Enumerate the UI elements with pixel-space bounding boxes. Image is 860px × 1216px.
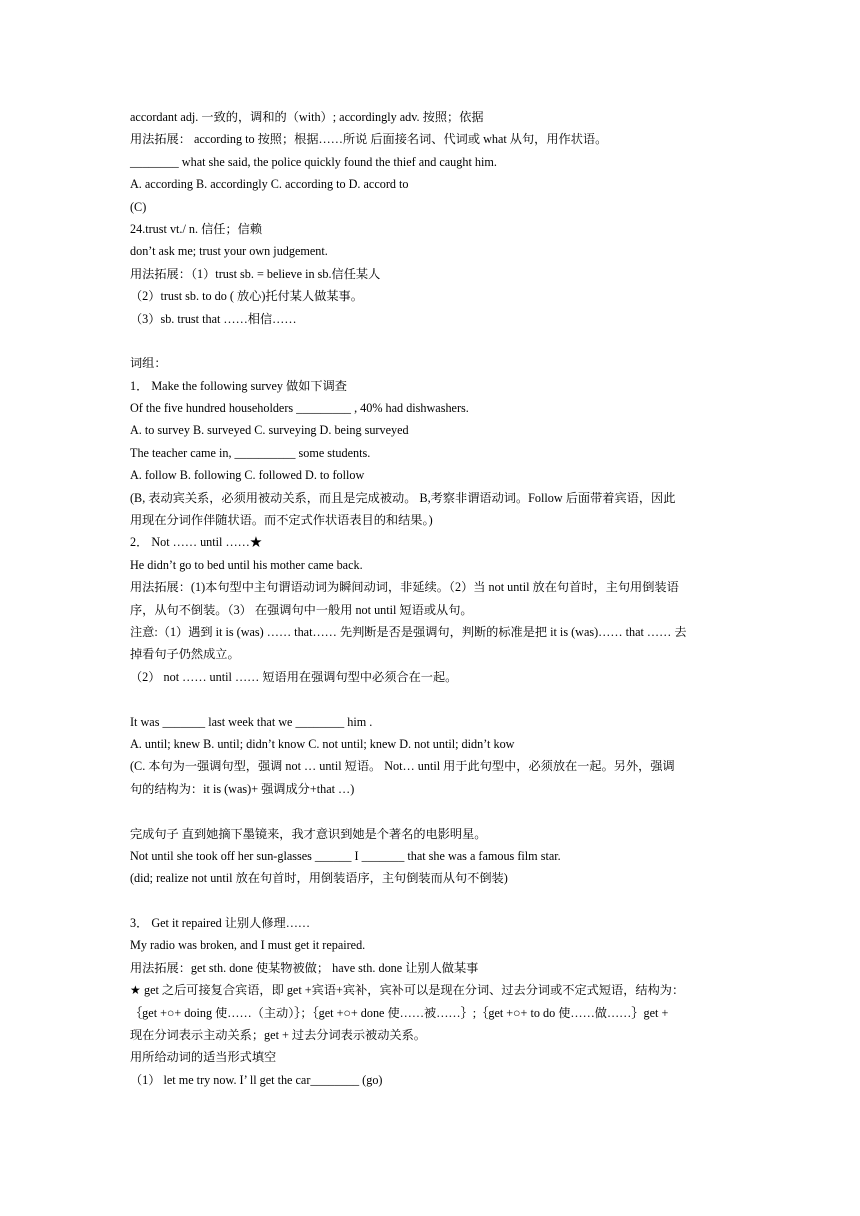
text-line: （2） not …… until …… 短语用在强调句型中必须合在一起。 [130,669,458,684]
document-page [130,106,734,1091]
text-line: It was _______ last week that we ________ him . [130,714,373,729]
text-line: 句的结构为：it is (was)+ 强调成分+that …) [130,781,355,796]
text-line: （3）sb. trust that ……相信…… [130,311,297,326]
text-line: A. until; knew B. until; didn’t know C. not until; knew D. not until; didn’t kow [130,736,515,751]
text-line: 完成句子 直到她摘下墨镜来，我才意识到她是个著名的电影明星。 [130,826,487,841]
text-line: (C. 本句为一强调句型，强调 not … until 短语。 Not… until 用于此句型中，必须放在一起。另外，强调 [130,759,675,774]
text-line: 用法拓展：（1）trust sb. = believe in sb.信任某人 [130,266,381,281]
text-line: 2． Not …… until ……★ [130,535,263,550]
blank-line [130,330,734,352]
text-line: （2）trust sb. to do ( 放心)托付某人做某事。 [130,289,363,304]
text-line: A. according B. accordingly C. according to D. accord to [130,177,409,192]
text-line: 词组： [130,356,167,371]
text-line: (did; realize not until 放在句首时，用倒装语序，主句倒装而从句不倒装) [130,871,508,886]
text-line: 用法拓展： according to 按照；根据……所说 后面接名词、代词或 what 从句，用作状语。 [130,132,608,147]
text-line: Not until she took off her sun-glasses ______ I _______ that she was a famous film star. [130,848,561,863]
text-line: ★ get 之后可接复合宾语，即 get +宾语+宾补，宾补可以是现在分词、过去分词或不定式短语，结构为： [130,983,685,998]
text-line: 用所给动词的适当形式填空 [130,1050,277,1065]
text-line: 现在分词表示主动关系；get + 过去分词表示被动关系。 [130,1028,426,1043]
text-line: don’t ask me; trust your own judgement. [130,244,328,259]
text-line: A. to survey B. surveyed C. surveying D. being surveyed [130,423,409,438]
text-line: 用法拓展：get sth. done 使某物被做； have sth. done 让别人做某事 [130,960,479,975]
text-line: 掉看句子仍然成立。 [130,647,240,662]
text-line: 24.trust vt./ n. 信任；信赖 [130,221,263,236]
text-line: (B, 表动宾关系，必须用被动关系，而且是完成被动。 B,考察非谓语动词。Follow 后面带着宾语，因此 [130,490,676,505]
text-line: He didn’t go to bed until his mother came back. [130,557,363,572]
blank-line [130,688,734,710]
text-line: My radio was broken, and I must get it repaired. [130,938,366,953]
text-line: （1） let me try now. I’ ll get the car________ (go) [130,1072,383,1087]
blank-line [130,890,734,912]
text-line: 1． Make the following survey 做如下调查 [130,378,347,393]
text-line: 序，从句不倒装。（3） 在强调句中一般用 not until 短语或从句。 [130,602,473,617]
text-line: The teacher came in, __________ some students. [130,445,371,460]
text-line: 注意:（1）遇到 it is (was) …… that…… 先判断是否是强调句，判断的标准是把 it is (was)…… that …… 去 [130,624,687,639]
text-line: (C) [130,199,147,214]
text-line: ｛get +○+ doing 使……（主动）｝；｛get +○+ done 使……被……｝;｛get +○+ to do 使……做……｝get + [130,1005,669,1020]
text-line: 用现在分词作伴随状语。而不定式作状语表目的和结果。) [130,513,433,528]
text-line: accordant adj. 一致的，调和的（with）; accordingly adv. 按照；依据 [130,110,484,124]
text-line: 用法拓展：(1)本句型中主句谓语动词为瞬间动词，非延续。（2）当 not until 放在句首时，主句用倒装语 [130,580,679,595]
text-line: 3． Get it repaired 让别人修理…… [130,916,311,931]
blank-line [130,800,734,822]
text-line: ________ what she said, the police quickly found the thief and caught him. [130,154,497,169]
text-line: Of the five hundred householders _________ , 40% had dishwashers. [130,401,469,416]
text-line: A. follow B. following C. followed D. to follow [130,468,365,483]
